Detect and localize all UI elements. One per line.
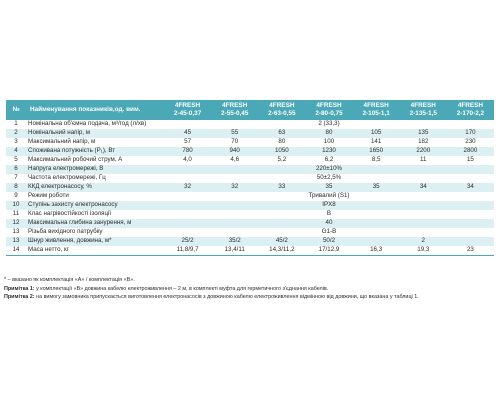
table-row — [6, 201, 494, 210]
parameter-name: Максимальний напір, м — [26, 138, 164, 147]
parameter-value: 2 — [400, 237, 447, 246]
parameter-value-all: 220±10% — [164, 165, 494, 174]
parameter-value: 135 — [400, 129, 447, 138]
parameter-value: 940 — [211, 147, 258, 156]
parameter-name: Клас нагрівостійкості ізоляції — [26, 210, 164, 219]
footnote-1 — [4, 285, 496, 294]
parameter-name: Ступінь захисту електронасосу — [26, 201, 164, 210]
table-body — [6, 120, 494, 256]
parameter-value: 1650 — [353, 147, 400, 156]
parameter-value: 55 — [211, 129, 258, 138]
header-model: 4FRESH 2-63-0,55 — [258, 100, 305, 120]
parameter-value: 45 — [164, 129, 211, 138]
parameter-name: Різьба вихідного патрубку — [26, 228, 164, 237]
footnote-2-text: на вимогу замовника припускається виготовлення електронасосів з довжиною кабелю електроживлення відмінною від довжини, що вказана у таблиці 1. — [34, 294, 419, 300]
parameter-value — [447, 237, 494, 246]
parameter-name: Максимальний робочий струм, А — [26, 156, 164, 165]
table-row — [6, 174, 494, 183]
header-model: 4FRESH 2-105-1,1 — [353, 100, 400, 120]
table-row — [6, 165, 494, 174]
parameter-value: 2200 — [400, 147, 447, 156]
table-row — [6, 183, 494, 192]
table-header-row — [6, 100, 494, 120]
row-number: 7 — [6, 174, 26, 183]
row-number: 14 — [6, 246, 26, 256]
parameter-value: 63 — [258, 129, 305, 138]
row-number: 13 — [6, 237, 26, 246]
header-model: 4FRESH 2-45-0,37 — [164, 100, 211, 120]
table-row — [6, 192, 494, 201]
parameter-value: 11 — [400, 156, 447, 165]
parameter-value: 13,4/11 — [211, 246, 258, 256]
parameter-name: Шнур живлення, довжина, м* — [26, 237, 164, 246]
header-model: 4FRESH 2-135-1,5 — [400, 100, 447, 120]
parameter-value-all: Тривалий (S1) — [164, 192, 494, 201]
parameter-value: 15 — [447, 156, 494, 165]
row-number: 2 — [6, 129, 26, 138]
table-row — [6, 237, 494, 246]
footnotes — [4, 276, 496, 302]
row-number: 8 — [6, 183, 26, 192]
row-number: 9 — [6, 192, 26, 201]
table-row — [6, 120, 494, 129]
parameter-value-all: 2 (33,3) — [164, 120, 494, 129]
parameter-value: 2800 — [447, 147, 494, 156]
parameter-value: 19,3 — [400, 246, 447, 256]
row-number: 13 — [6, 228, 26, 237]
parameter-value-all: G1-B — [164, 228, 494, 237]
parameter-value: 8,5 — [353, 156, 400, 165]
table-row — [6, 147, 494, 156]
parameter-name: Частота електромережі, Гц — [26, 174, 164, 183]
parameter-value-all: IPX8 — [164, 201, 494, 210]
table-row — [6, 129, 494, 138]
parameter-value: 35 — [353, 183, 400, 192]
parameter-value: 141 — [353, 138, 400, 147]
header-num: № — [6, 100, 26, 120]
parameter-value: 33 — [258, 183, 305, 192]
header-model: 4FRESH 2-170-2,2 — [447, 100, 494, 120]
row-number: 4 — [6, 147, 26, 156]
parameter-value: 16,3 — [353, 246, 400, 256]
parameter-value-all: 40 — [164, 219, 494, 228]
parameter-value: 80 — [305, 129, 352, 138]
table-row — [6, 246, 494, 256]
parameter-value: 35 — [305, 183, 352, 192]
parameter-value: 57 — [164, 138, 211, 147]
parameter-value: 11,8/9,7 — [164, 246, 211, 256]
table-row — [6, 138, 494, 147]
parameter-value: 17/12,9 — [305, 246, 352, 256]
parameter-value: 70 — [211, 138, 258, 147]
header-name: Найменування показників,од. вим. — [26, 100, 164, 120]
row-number: 12 — [6, 219, 26, 228]
parameter-value: 34 — [400, 183, 447, 192]
parameter-name: Споживана потужність (P₁), Вт — [26, 147, 164, 156]
parameter-name: ККД електронасосу, % — [26, 183, 164, 192]
parameter-value: 32 — [164, 183, 211, 192]
parameter-value — [353, 237, 400, 246]
table-row — [6, 228, 494, 237]
parameter-value: 1230 — [305, 147, 352, 156]
parameter-value: 4,6 — [211, 156, 258, 165]
parameter-value: 182 — [400, 138, 447, 147]
footnote-2-label: Примітка 2: — [4, 294, 35, 300]
parameter-value: 230 — [447, 138, 494, 147]
footnote-asterisk: * – вказано як комплектація «А» / комплектація «В». — [4, 277, 135, 283]
parameter-value: 100 — [305, 138, 352, 147]
row-number: 10 — [6, 201, 26, 210]
parameter-value: 25/2 — [164, 237, 211, 246]
parameter-name: Максимальна глибина занурення, м — [26, 219, 164, 228]
parameter-value: 34 — [447, 183, 494, 192]
parameter-value: 80 — [258, 138, 305, 147]
parameter-value: 1050 — [258, 147, 305, 156]
parameter-name: Номінальна об'ємна подача, м³/год (л/хв) — [26, 120, 164, 129]
parameter-value: 5,2 — [258, 156, 305, 165]
parameter-value: 105 — [353, 129, 400, 138]
header-model: 4FRESH 2-80-0,75 — [305, 100, 352, 120]
parameter-name: Режим роботи — [26, 192, 164, 201]
parameter-value: 23 — [447, 246, 494, 256]
parameter-value: 14,3/11,2 — [258, 246, 305, 256]
row-number: 11 — [6, 210, 26, 219]
row-number: 1 — [6, 120, 26, 129]
footnote-1-text: у комплектації «В» довжина кабелю електроживлення – 2 м, в комплекті муфта для герметичного з'єднання кабелів. — [34, 285, 329, 292]
row-number: 5 — [6, 156, 26, 165]
parameter-value: 6,2 — [305, 156, 352, 165]
parameter-name: Маса нетто, кг — [26, 246, 164, 256]
table-row — [6, 210, 494, 219]
row-number: 3 — [6, 138, 26, 147]
table-row — [6, 156, 494, 165]
parameter-value: 780 — [164, 147, 211, 156]
parameter-value: 35/2 — [211, 237, 258, 246]
parameter-value: 45/2 — [258, 237, 305, 246]
row-number: 6 — [6, 165, 26, 174]
parameter-value: 4,0 — [164, 156, 211, 165]
parameter-value-all: 50±2,5% — [164, 174, 494, 183]
footnote-2 — [4, 293, 496, 302]
parameter-name: Напруга електромережі, В — [26, 165, 164, 174]
parameter-value: 170 — [447, 129, 494, 138]
footnote-1-label: Примітка 1: — [4, 285, 35, 292]
parameter-name: Номінальний напір, м — [26, 129, 164, 138]
spec-table — [6, 100, 494, 256]
parameter-value-all: B — [164, 210, 494, 219]
header-model: 4FRESH 2-55-0,45 — [211, 100, 258, 120]
parameter-value: 50/2 — [305, 237, 352, 246]
table-row — [6, 219, 494, 228]
parameter-value: 32 — [211, 183, 258, 192]
